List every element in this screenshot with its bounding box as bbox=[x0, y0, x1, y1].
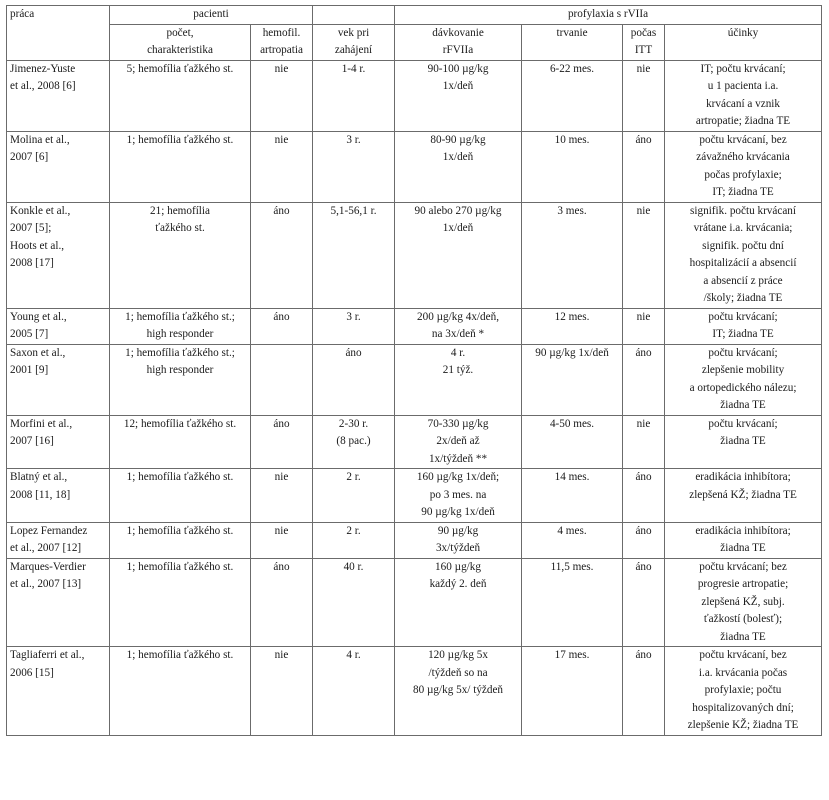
cell-pocas: áno bbox=[623, 522, 665, 558]
cell-ucinky: počtu krvácaní, bez závažného krvácania počas profylaxie; IT; žiadna TE bbox=[665, 131, 822, 202]
cell-trvanie: 4 mes. bbox=[522, 522, 623, 558]
cell-pocet: 1; hemofília ťažkého st.; high responder bbox=[110, 308, 251, 344]
cell-praca: Jimenez-Yuste et al., 2008 [6] bbox=[7, 60, 110, 131]
cell-pocet: 12; hemofília ťažkého st. bbox=[110, 415, 251, 469]
cell-vek: 2 r. bbox=[313, 469, 395, 523]
cell-hemofil: nie bbox=[251, 469, 313, 523]
cell-hemofil bbox=[251, 344, 313, 415]
cell-vek: 40 r. bbox=[313, 558, 395, 647]
table-row bbox=[7, 522, 822, 558]
cell-ucinky: eradikácia inhibítora; zlepšená KŽ; žiadna TE bbox=[665, 469, 822, 523]
cell-hemofil: nie bbox=[251, 60, 313, 131]
cell-pocet: 1; hemofília ťažkého st. bbox=[110, 647, 251, 736]
cell-ucinky: počtu krvácaní; bez progresie artropatie; zlepšená KŽ, subj. ťažkostí (bolesť); žiadna TE bbox=[665, 558, 822, 647]
cell-ucinky: eradikácia inhibítora; žiadna TE bbox=[665, 522, 822, 558]
cell-praca: Tagliaferri et al., 2006 [15] bbox=[7, 647, 110, 736]
table-row bbox=[7, 469, 822, 523]
cell-vek: 4 r. bbox=[313, 647, 395, 736]
cell-pocas: nie bbox=[623, 308, 665, 344]
cell-davkovanie: 120 µg/kg 5x /týždeň so na 80 µg/kg 5x/ týždeň bbox=[395, 647, 522, 736]
cell-praca: Marques-Verdier et al., 2007 [13] bbox=[7, 558, 110, 647]
cell-vek: 2-30 r. (8 pac.) bbox=[313, 415, 395, 469]
cell-ucinky: počtu krvácaní; zlepšenie mobility a ortopedického nálezu; žiadna TE bbox=[665, 344, 822, 415]
cell-pocas: nie bbox=[623, 202, 665, 308]
header-profylaxia: profylaxia s rVIIa bbox=[395, 6, 822, 25]
table-row bbox=[7, 131, 822, 202]
cell-pocet: 21; hemofília ťažkého st. bbox=[110, 202, 251, 308]
cell-praca: Saxon et al., 2001 [9] bbox=[7, 344, 110, 415]
cell-praca: Blatný et al., 2008 [11, 18] bbox=[7, 469, 110, 523]
cell-vek: 1-4 r. bbox=[313, 60, 395, 131]
cell-pocas: áno bbox=[623, 647, 665, 736]
cell-trvanie: 11,5 mes. bbox=[522, 558, 623, 647]
table-container bbox=[6, 5, 822, 736]
header-vek: vek pri zahájení bbox=[313, 24, 395, 60]
header-pocet: počet, charakteristika bbox=[110, 24, 251, 60]
cell-hemofil: nie bbox=[251, 647, 313, 736]
cell-pocet: 1; hemofília ťažkého st. bbox=[110, 469, 251, 523]
table-row bbox=[7, 344, 822, 415]
header-row-1 bbox=[7, 6, 822, 25]
cell-praca: Molina et al., 2007 [6] bbox=[7, 131, 110, 202]
cell-pocas: áno bbox=[623, 558, 665, 647]
table-row bbox=[7, 415, 822, 469]
cell-hemofil: áno bbox=[251, 308, 313, 344]
cell-davkovanie: 200 µg/kg 4x/deň, na 3x/deň * bbox=[395, 308, 522, 344]
cell-vek: áno bbox=[313, 344, 395, 415]
cell-vek: 5,1-56,1 r. bbox=[313, 202, 395, 308]
cell-davkovanie: 90-100 µg/kg 1x/deň bbox=[395, 60, 522, 131]
cell-praca: Lopez Fernandez et al., 2007 [12] bbox=[7, 522, 110, 558]
cell-vek: 3 r. bbox=[313, 131, 395, 202]
header-ucinky: účinky bbox=[665, 24, 822, 60]
cell-trvanie: 6-22 mes. bbox=[522, 60, 623, 131]
cell-pocet: 1; hemofília ťažkého st.; high responder bbox=[110, 344, 251, 415]
cell-trvanie: 90 µg/kg 1x/deň bbox=[522, 344, 623, 415]
table-row bbox=[7, 60, 822, 131]
cell-pocet: 1; hemofília ťažkého st. bbox=[110, 522, 251, 558]
cell-pocas: áno bbox=[623, 131, 665, 202]
header-davkovanie: dávkovanie rFVIIa bbox=[395, 24, 522, 60]
cell-ucinky: IT; počtu krvácaní; u 1 pacienta i.a. krvácaní a vznik artropatie; žiadna TE bbox=[665, 60, 822, 131]
cell-hemofil: nie bbox=[251, 522, 313, 558]
cell-davkovanie: 160 µg/kg 1x/deň; po 3 mes. na 90 µg/kg 1x/deň bbox=[395, 469, 522, 523]
cell-ucinky: počtu krvácaní, bez i.a. krvácania počas profylaxie; počtu hospitalizovaných dní; zlepšenie KŽ; žiadna TE bbox=[665, 647, 822, 736]
cell-ucinky: signifik. počtu krvácaní vrátane i.a. krvácania; signifik. počtu dní hospitalizácií a absencií a absencií z práce /školy; žiadna TE bbox=[665, 202, 822, 308]
cell-trvanie: 17 mes. bbox=[522, 647, 623, 736]
cell-davkovanie: 4 r. 21 týž. bbox=[395, 344, 522, 415]
header-hemofil: hemofil. artropatia bbox=[251, 24, 313, 60]
cell-trvanie: 3 mes. bbox=[522, 202, 623, 308]
cell-pocet: 1; hemofília ťažkého st. bbox=[110, 131, 251, 202]
header-praca: práca bbox=[7, 6, 110, 61]
cell-vek: 2 r. bbox=[313, 522, 395, 558]
table-row bbox=[7, 558, 822, 647]
header-pocas: počas ITT bbox=[623, 24, 665, 60]
cell-hemofil: áno bbox=[251, 415, 313, 469]
header-pacienti: pacienti bbox=[110, 6, 313, 25]
cell-hemofil: áno bbox=[251, 202, 313, 308]
cell-trvanie: 12 mes. bbox=[522, 308, 623, 344]
cell-praca: Young et al., 2005 [7] bbox=[7, 308, 110, 344]
cell-hemofil: áno bbox=[251, 558, 313, 647]
cell-ucinky: počtu krvácaní; žiadna TE bbox=[665, 415, 822, 469]
cell-vek: 3 r. bbox=[313, 308, 395, 344]
cell-davkovanie: 70-330 µg/kg 2x/deň až 1x/týždeň ** bbox=[395, 415, 522, 469]
cell-davkovanie: 90 µg/kg 3x/týždeň bbox=[395, 522, 522, 558]
cell-pocas: nie bbox=[623, 60, 665, 131]
header-trvanie: trvanie bbox=[522, 24, 623, 60]
cell-davkovanie: 90 alebo 270 µg/kg 1x/deň bbox=[395, 202, 522, 308]
table-row bbox=[7, 308, 822, 344]
cell-davkovanie: 80-90 µg/kg 1x/deň bbox=[395, 131, 522, 202]
header-empty bbox=[313, 6, 395, 25]
cell-trvanie: 4-50 mes. bbox=[522, 415, 623, 469]
header-row-2 bbox=[7, 24, 822, 60]
cell-pocet: 5; hemofília ťažkého st. bbox=[110, 60, 251, 131]
cell-davkovanie: 160 µg/kg každý 2. deň bbox=[395, 558, 522, 647]
cell-praca: Konkle et al., 2007 [5]; Hoots et al., 2008 [17] bbox=[7, 202, 110, 308]
table-row bbox=[7, 647, 822, 736]
table-row bbox=[7, 202, 822, 308]
prophylaxis-table bbox=[6, 5, 822, 736]
cell-trvanie: 10 mes. bbox=[522, 131, 623, 202]
cell-praca: Morfini et al., 2007 [16] bbox=[7, 415, 110, 469]
cell-pocet: 1; hemofília ťažkého st. bbox=[110, 558, 251, 647]
cell-pocas: áno bbox=[623, 469, 665, 523]
cell-pocas: áno bbox=[623, 344, 665, 415]
cell-hemofil: nie bbox=[251, 131, 313, 202]
cell-pocas: nie bbox=[623, 415, 665, 469]
cell-ucinky: počtu krvácaní; IT; žiadna TE bbox=[665, 308, 822, 344]
cell-trvanie: 14 mes. bbox=[522, 469, 623, 523]
